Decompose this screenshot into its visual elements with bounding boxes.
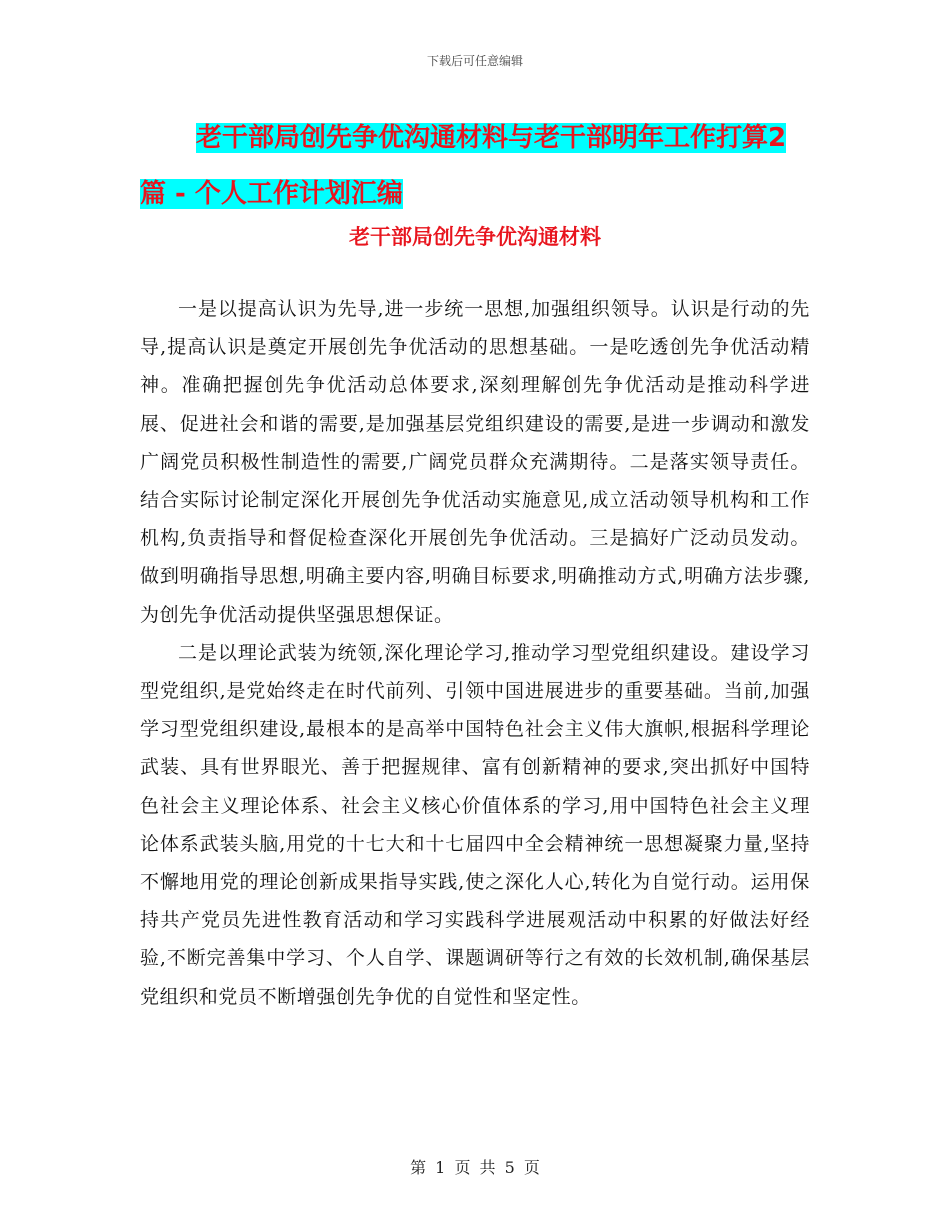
title-highlight: 篇 - 个人工作计划汇编: [140, 179, 403, 209]
body-text: [140, 290, 810, 1016]
page-footer: 第 1 页 共 5 页: [410, 1158, 540, 1177]
document-title: [140, 110, 820, 222]
section-title: 老干部局创先争优沟通材料: [349, 225, 601, 249]
document-title-line-2: [140, 166, 820, 222]
paragraph-2: 二是以理论武装为统领,深化理论学习,推动学习型党组织建设。建设学习型党组织,是党始终走在时代前列、引领中国进展进步的重要基础。当前,加强学习型党组织建设,最根本的是高举中国特色社会主义伟大旗帜,根据科学理论武装、具有世界眼光、善于把握规律、富有创新精神的要求,突出抓好中国特色社会主义理论体系、社会主义核心价值体系的学习,用中国特色社会主义理论体系武装头脑,用党的十七大和十七届四中全会精神统一思想凝聚力量,坚持不懈地用党的理论创新成果指导实践,使之深化人心,转化为自觉行动。运用保持共产党员先进性教育活动和学习实践科学进展观活动中积累的好做法好经验,不断完善集中学习、个人自学、课题调研等行之有效的长效机制,确保基层党组织和党员不断增强创先争优的自觉性和坚定性。: [140, 641, 810, 1008]
paragraph-1: 一是以提高认识为先导,进一步统一思想,加强组织领导。认识是行动的先导,提高认识是奠定开展创先争优活动的思想基础。一是吃透创先争优活动精神。准确把握创先争优活动总体要求,深刻理解创先争优活动是推动科学进展、促进社会和谐的需要,是加强基层党组织建设的需要,是进一步调动和激发广阔党员积极性制造性的需要,广阔党员群众充满期待。二是落实领导责任。结合实际讨论制定深化开展创先争优活动实施意见,成立活动领导机构和工作机构,负责指导和督促检查深化开展创先争优活动。三是搞好广泛动员发动。做到明确指导思想,明确主要内容,明确目标要求,明确推动方式,明确方法步骤,为创先争优活动提供坚强思想保证。: [140, 298, 810, 626]
document-title-line-1: [140, 110, 820, 166]
title-highlight: 老干部局创先争优沟通材料与老干部明年工作打算2: [196, 123, 787, 153]
header-note: 下载后可任意编辑: [426, 54, 523, 68]
